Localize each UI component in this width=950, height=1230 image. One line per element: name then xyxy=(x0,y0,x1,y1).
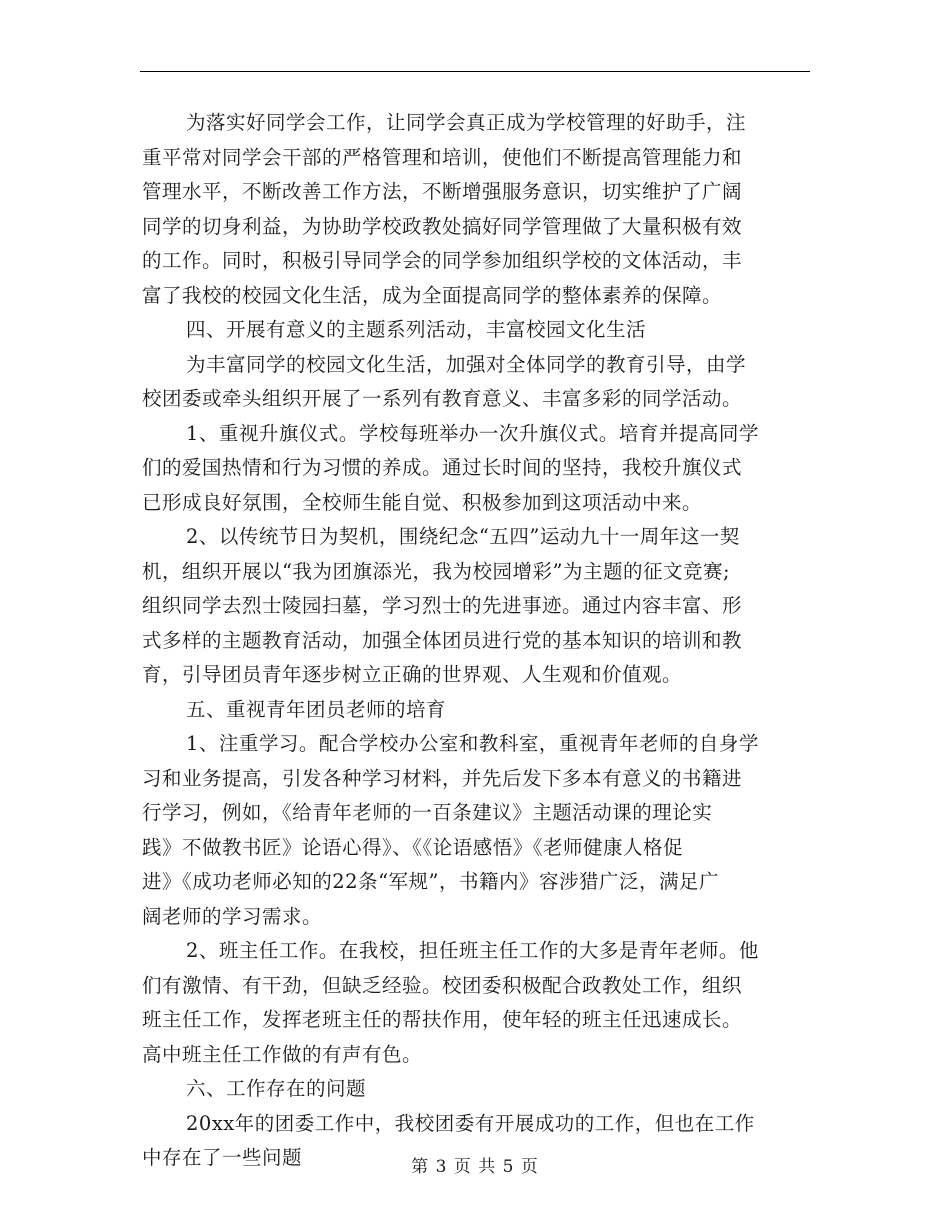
paragraph-line: 20xx年的团委工作中，我校团委有开展成功的工作，但也在工作 xyxy=(186,1111,755,1135)
document-body xyxy=(142,106,808,1176)
paragraph-line: 2、以传统节日为契机，围绕纪念“五四”运动九十一周年这一契 xyxy=(186,525,740,548)
paragraph-line: 为丰富同学的校园文化生活，加强对全体同学的教育引导，由学 xyxy=(186,352,747,376)
paragraph-line: 校团委或牵头组织开展了一系列有教育意义、丰富多彩的同学活动。 xyxy=(142,387,743,410)
paragraph-line: 行学习，例如，《给青年老师的一百条建议》主题活动课的理论实 xyxy=(142,801,713,824)
paragraph-line: 们的爱国热情和行为习惯的养成。通过长时间的坚持，我校升旗仪式 xyxy=(142,456,743,479)
paragraph-line: 已形成良好氛围，全校师生能自觉、积极参加到这项活动中来。 xyxy=(142,490,703,514)
paragraph-line: 高中班主任工作做的有声有色。 xyxy=(142,1042,423,1066)
paragraph-line: 同学的切身利益，为协助学校政教处搞好同学管理做了大量积极有效 xyxy=(142,214,743,238)
paragraph-line: 阔老师的学习需求。 xyxy=(142,904,323,928)
paragraph-line: 的工作。同时，积极引导同学会的同学参加组织学校的文体活动，丰 xyxy=(142,249,743,272)
paragraph-line: 机，组织开展以“我为团旗添光，我为校园增彩”为主题的征文竞赛; xyxy=(142,559,731,583)
paragraph-line: 1、注重学习。配合学校办公室和教科室，重视青年老师的自身学 xyxy=(186,732,759,755)
paragraph-line: 们有激情、有干劲，但缺乏经验。校团委积极配合政教处工作，组织 xyxy=(142,973,743,997)
paragraph-line: 2、班主任工作。在我校，担任班主任工作的大多是青年老师。他 xyxy=(186,939,759,962)
paragraph-line: 育，引导团员青年逐步树立正确的世界观、人生观和价值观。 xyxy=(142,663,683,686)
paragraph-line: 为落实好同学会工作，让同学会真正成为学校管理的好助手，注 xyxy=(186,111,747,134)
paragraph-line: 1、重视升旗仪式。学校每班举办一次升旗仪式。培育并提高同学 xyxy=(186,421,759,445)
paragraph-line: 进》《成功老师必知的22条“军规”，书籍内》容涉猎广泛，满足广 xyxy=(142,870,720,893)
paragraph-line: 重平常对同学会干部的严格管理和培训，使他们不断提高管理能力和 xyxy=(142,145,743,169)
header-rule xyxy=(140,71,810,72)
paragraph-line: 富了我校的校园文化生活，成为全面提高同学的整体素养的保障。 xyxy=(142,283,723,307)
page-footer: 第 3 页 共 5 页 xyxy=(411,1157,539,1177)
paragraph-line: 习和业务提高，引发各种学习材料，并先后发下多本有意义的书籍进 xyxy=(142,766,743,790)
section-heading: 四、开展有意义的主题系列活动，丰富校园文化生活 xyxy=(186,318,647,341)
paragraph-line: 管理水平，不断改善工作方法，不断增强服务意识，切实维护了广阔 xyxy=(142,180,743,203)
paragraph-line: 组织同学去烈士陵园扫墓，学习烈士的先进事迹。通过内容丰富、形 xyxy=(142,594,743,617)
section-heading: 五、重视青年团员老师的培育 xyxy=(186,697,447,721)
paragraph-line: 践》不做教书匠》论语心得》、《《论语感悟》《老师健康人格促 xyxy=(142,835,684,859)
paragraph-line: 班主任工作，发挥老班主任的帮扶作用，使年轻的班主任迅速成长。 xyxy=(142,1008,743,1031)
paragraph-line: 式多样的主题教育活动，加强全体团员进行党的基本知识的培训和教 xyxy=(142,628,743,652)
section-heading: 六、工作存在的问题 xyxy=(186,1077,367,1100)
paragraph-line: 中存在了一些问题 xyxy=(142,1146,303,1169)
